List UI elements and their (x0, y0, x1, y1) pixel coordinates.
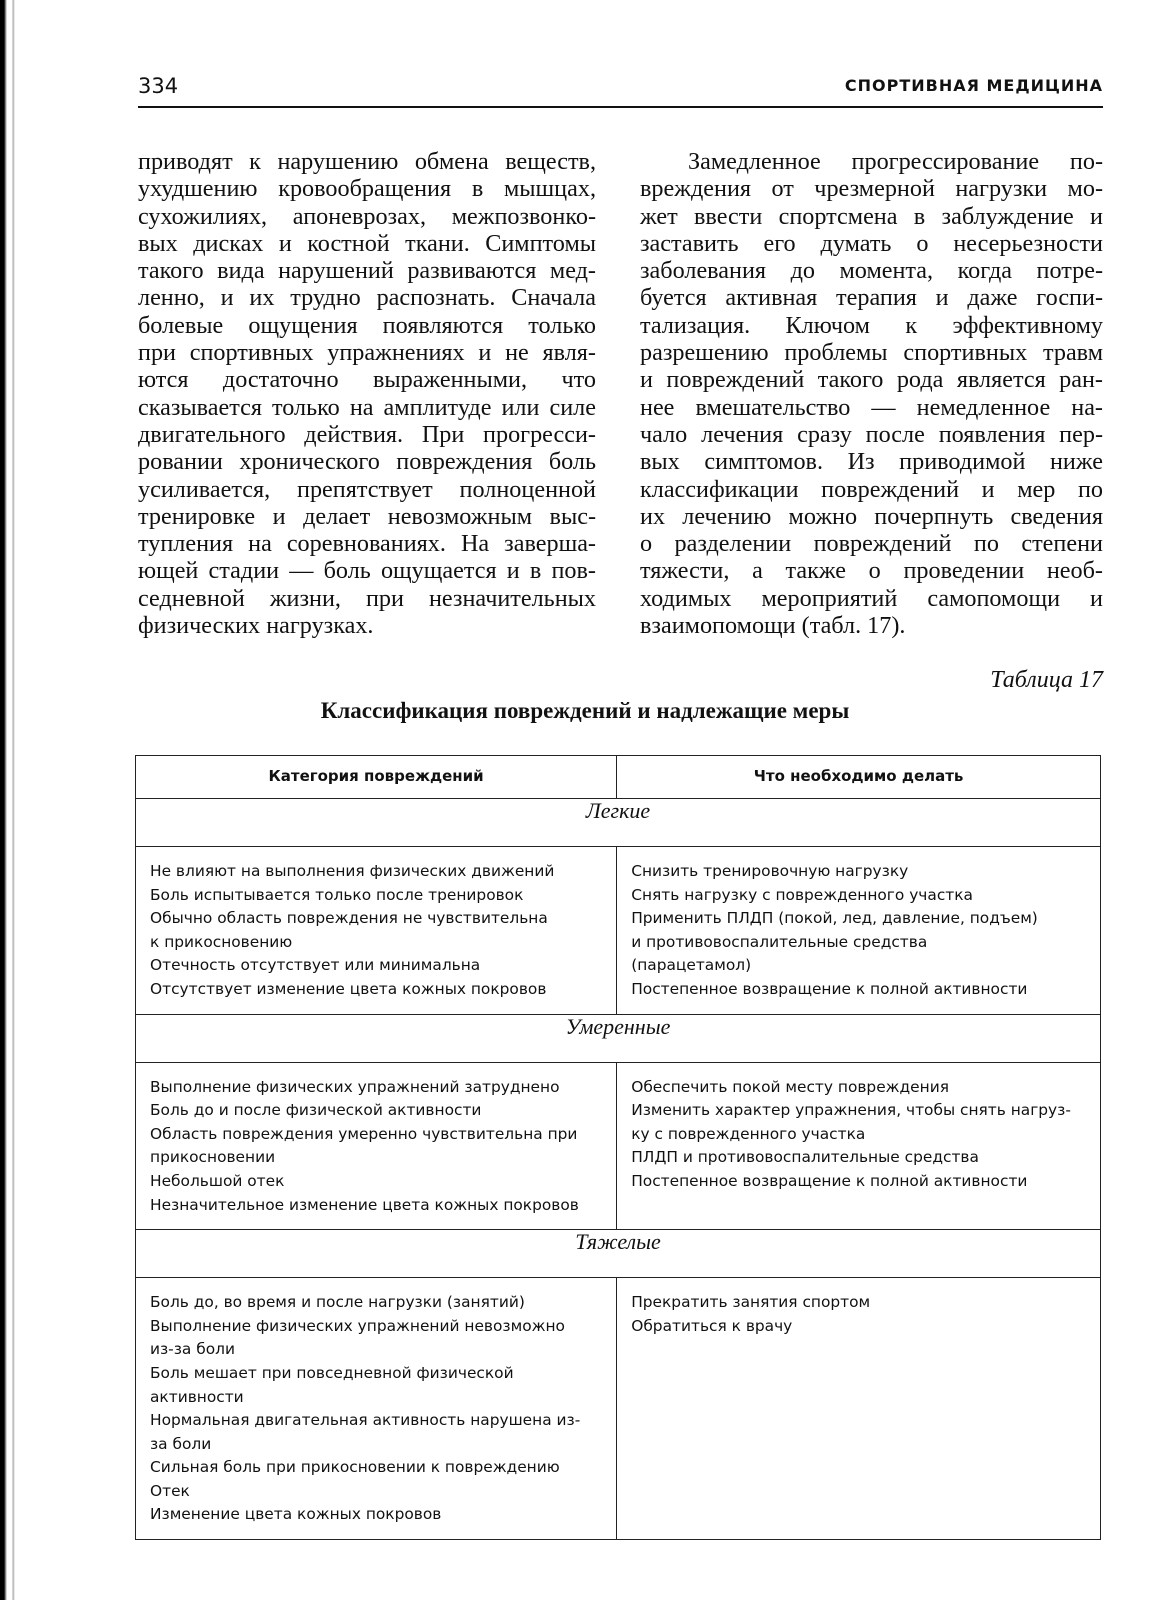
symptom-item: Небольшой отек (150, 1171, 285, 1190)
text-line: вых симптомов. Из приводимой ниже (640, 448, 1103, 476)
symptom-item: к прикосновению (150, 932, 293, 951)
text-line: тяжести, а также о проведении необ- (640, 557, 1103, 585)
text-line: жет ввести спортсмена в заблуждение и (640, 202, 1103, 230)
symptoms-cell (136, 1062, 617, 1230)
table-title: Классификация повреждений и надлежащие меры (320, 698, 850, 723)
category-label: Тяжелые (136, 1230, 1101, 1278)
symptom-item: Сильная боль при прикосновении к повреждению (150, 1458, 560, 1477)
text-line: приводят к нарушению обмена веществ, (138, 148, 596, 175)
running-title: СПОРТИВНАЯ МЕДИЦИНА (844, 76, 1103, 95)
table-row (136, 1278, 1101, 1540)
action-item: Изменить характер упражнения, чтобы снять нагруз- (631, 1101, 1071, 1120)
text-line: чало лечения сразу после появления пер- (640, 420, 1103, 448)
text-line: ющей стадии — боль ощущается и в пов- (138, 557, 596, 585)
symptom-item: из-за боли (150, 1340, 235, 1359)
action-item: (парацетамол) (631, 956, 752, 975)
right-text-column (640, 148, 1103, 639)
symptoms-cell (136, 847, 617, 1015)
category-row (136, 1230, 1101, 1278)
symptom-item: за боли (150, 1434, 212, 1453)
text-line: такого вида нарушений развиваются мед- (138, 257, 596, 285)
text-line: ходимых мероприятий самопомощи и (640, 584, 1103, 612)
text-line: классификации повреждений и мер по (640, 475, 1103, 503)
text-line: буется активная терапия и даже госпи- (640, 284, 1103, 312)
text-line: двигательного действия. При прогресси- (138, 420, 596, 448)
action-item: Снизить тренировочную нагрузку (631, 862, 909, 880)
action-item: ку с поврежденного участка (631, 1124, 866, 1143)
text-line: ровании хронического повреждения боль (138, 448, 596, 476)
text-line: сухожилиях, апоневрозах, межпозвонко- (138, 202, 596, 230)
injury-table (135, 755, 1101, 1540)
action-item: ПЛДП и противовоспалительные средства (631, 1148, 979, 1167)
left-text-column (138, 148, 596, 639)
text-line: усиливается, препятствует полноценной (138, 475, 596, 503)
action-item: и противовоспалительные средства (631, 932, 928, 951)
text-line: их лечению можно почерпнуть сведения (640, 502, 1103, 530)
text-line: нее вмешательство — немедленное на- (640, 393, 1103, 421)
text-line: ются достаточно выраженными, что (138, 366, 596, 394)
text-line: седневной жизни, при незначительных (138, 584, 596, 612)
text-line: заставить его думать о несерьезности (640, 229, 1103, 257)
symptoms-cell (136, 1278, 617, 1540)
symptom-item: Не влияют на выполнения физических движений (150, 862, 555, 880)
symptom-item: Изменение цвета кожных покровов (150, 1505, 442, 1524)
text-line: о разделении повреждений по степени (640, 530, 1103, 558)
symptom-item: Боль до, во время и после нагрузки (занятий) (150, 1293, 525, 1312)
actions-cell (617, 1062, 1101, 1230)
symptom-item: Боль мешает при повседневной физической (150, 1363, 514, 1382)
actions-cell (617, 1278, 1101, 1540)
text-line: разрешению проблемы спортивных травм (640, 339, 1103, 367)
header-category: Категория повреждений (136, 756, 617, 799)
text-line: тупления на соревнованиях. На заверша- (138, 530, 596, 558)
text-line: Замедленное прогрессирование по- (688, 148, 1103, 175)
page-header (138, 72, 1103, 108)
text-line: ленно, и их трудно распознать. Сначала (138, 284, 596, 312)
text-line: тренировке и делает невозможным выс- (138, 502, 596, 530)
text-line: взаимопомощи (табл. 17). (640, 612, 906, 640)
binding-edge (0, 0, 22, 1600)
symptom-item: Обычно область повреждения не чувствительна (150, 909, 548, 928)
text-line: заболевания до момента, когда потре- (640, 257, 1103, 285)
text-line: болевые ощущения появляются только (138, 311, 596, 339)
text-line: вых дисках и костной ткани. Симптомы (138, 229, 596, 257)
page-number: 334 (138, 74, 179, 98)
symptom-item: Область повреждения умеренно чувствительна при (150, 1124, 578, 1143)
action-item: Обеспечить покой месту повреждения (631, 1077, 949, 1096)
symptom-item: активности (150, 1387, 244, 1406)
table-header-row (136, 756, 1101, 799)
symptom-item: Отечность отсутствует или минимальна (150, 956, 481, 975)
text-line: сказывается только на амплитуде или силе (138, 393, 596, 421)
text-line: тализация. Ключом к эффективному (640, 311, 1103, 339)
actions-cell (617, 847, 1101, 1015)
category-label: Умеренные (136, 1014, 1101, 1062)
table-row (136, 1062, 1101, 1230)
action-item: Снять нагрузку с поврежденного участка (631, 885, 973, 904)
action-item: Применить ПЛДП (покой, лед, давление, подъем) (631, 909, 1038, 928)
table-row (136, 847, 1101, 1015)
action-item: Постепенное возвращение к полной активности (631, 979, 1028, 998)
symptom-item: Боль испытывается только после тренировок (150, 885, 524, 904)
category-row (136, 1014, 1101, 1062)
category-row (136, 799, 1101, 847)
symptom-item: Боль до и после физической активности (150, 1101, 482, 1120)
header-actions: Что необходимо делать (617, 756, 1101, 799)
symptom-item: прикосновении (150, 1148, 276, 1167)
symptom-item: Нормальная двигательная активность нарушена из- (150, 1411, 581, 1430)
table-label: Таблица 17 (990, 667, 1103, 693)
symptom-item: Выполнение физических упражнений невозможно (150, 1316, 565, 1335)
action-item: Прекратить занятия спортом (631, 1293, 871, 1312)
category-label: Легкие (136, 799, 1101, 847)
symptom-item: Выполнение физических упражнений затруднено (150, 1077, 560, 1096)
text-line: ухудшению кровообращения в мышцах, (138, 175, 596, 203)
action-item: Постепенное возвращение к полной активности (631, 1171, 1028, 1190)
action-item: Обратиться к врачу (631, 1316, 793, 1335)
symptom-item: Отек (150, 1481, 190, 1500)
text-line: при спортивных упражнениях и не явля- (138, 339, 596, 367)
symptom-item: Незначительное изменение цвета кожных покровов (150, 1195, 579, 1214)
text-line: физических нагрузках. (138, 612, 374, 640)
text-line: и повреждений такого рода является ран- (640, 366, 1103, 394)
symptom-item: Отсутствует изменение цвета кожных покровов (150, 979, 547, 998)
text-line: вреждения от чрезмерной нагрузки мо- (640, 175, 1103, 203)
